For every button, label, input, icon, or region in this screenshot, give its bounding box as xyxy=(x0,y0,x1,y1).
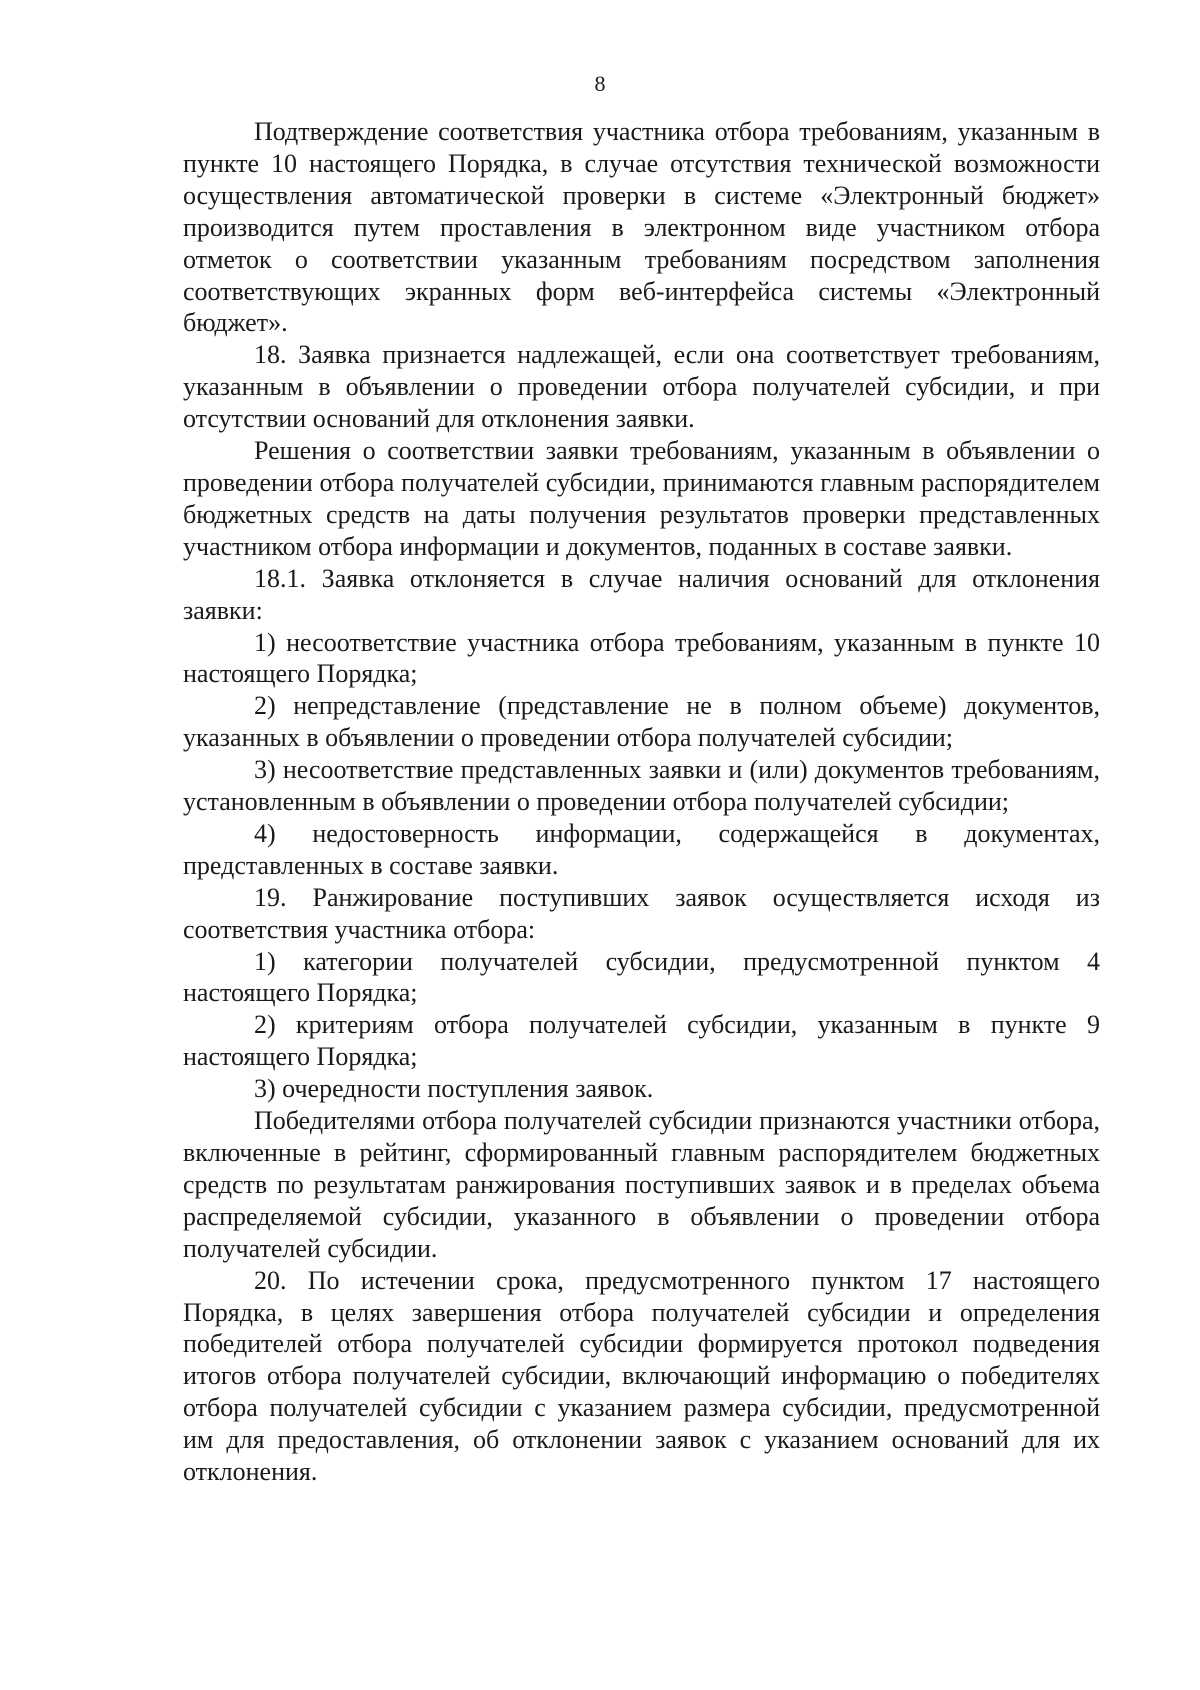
paragraph-winners: Победителями отбора получателей субсидии признаются участники отбора, включенные в рейтинг, сформированный главным распорядителем бюджетных средств по результатам ранжирования поступивших заявок и в пределах объема распределяемой субсидии, указанного в объявлении о проведении отбора получателей субсидии. xyxy=(183,1106,1100,1263)
paragraph-18: 18. Заявка признается надлежащей, если она соответствует требованиям, указанным в объявлении о проведении отбора получателей субсидии, и при отсутствии оснований для отклонения заявки. xyxy=(183,340,1100,434)
paragraph-18-1: 18.1. Заявка отклоняется в случае наличия оснований для отклонения заявки: xyxy=(183,563,1100,625)
paragraph-confirmation: Подтверждение соответствия участника отбора требованиям, указанным в пункте 10 настоящего Порядка, в случае отсутствия технической возможности осуществления автоматической проверки в системе «Электронный бюджет» производится путем проставления в электронном виде участником отбора отметок о соответствии указанным требованиям посредством заполнения соответствующих экранных форм веб-интерфейса системы «Электронный бюджет». xyxy=(183,117,1100,338)
list-item-18-1-4: 4) недостоверность информации, содержащейся в документах, представленных в составе заявки. xyxy=(183,818,1100,880)
list-item-19-2: 2) критериям отбора получателей субсидии, указанным в пункте 9 настоящего Порядка; xyxy=(183,1010,1100,1072)
paragraph-decisions: Решения о соответствии заявки требованиям, указанным в объявлении о проведении отбора получателей субсидии, принимаются главным распорядителем бюджетных средств на даты получения результатов проверки представленных участником отбора информации и документов, поданных в составе заявки. xyxy=(183,436,1100,561)
list-item-18-1-1: 1) несоответствие участника отбора требованиям, указанным в пункте 10 настоящего Порядка; xyxy=(183,627,1100,689)
list-item-18-1-3: 3) несоответствие представленных заявки и (или) документов требованиям, установленным в объявлении о проведении отбора получателей субсидии; xyxy=(183,755,1100,817)
document-body xyxy=(183,116,1100,1488)
list-item-18-1-2: 2) непредставление (представление не в полном объеме) документов, указанных в объявлении о проведении отбора получателей субсидии; xyxy=(183,691,1100,753)
paragraph-20: 20. По истечении срока, предусмотренного пунктом 17 настоящего Порядка, в целях завершения отбора получателей субсидии и определения победителей отбора получателей субсидии формируется протокол подведения итогов отбора получателей субсидии, включающий информацию о победителях отбора получателей субсидии с указанием размера субсидии, предусмотренной им для предоставления, об отклонении заявок с указанием оснований для их отклонения. xyxy=(183,1265,1100,1487)
list-item-19-1: 1) категории получателей субсидии, предусмотренной пунктом 4 настоящего Порядка; xyxy=(183,946,1100,1008)
page-number: 8 xyxy=(594,71,606,96)
paragraph-19: 19. Ранжирование поступивших заявок осуществляется исходя из соответствия участника отбора: xyxy=(183,882,1100,944)
list-item-19-3: 3) очередности поступления заявок. xyxy=(254,1074,654,1104)
